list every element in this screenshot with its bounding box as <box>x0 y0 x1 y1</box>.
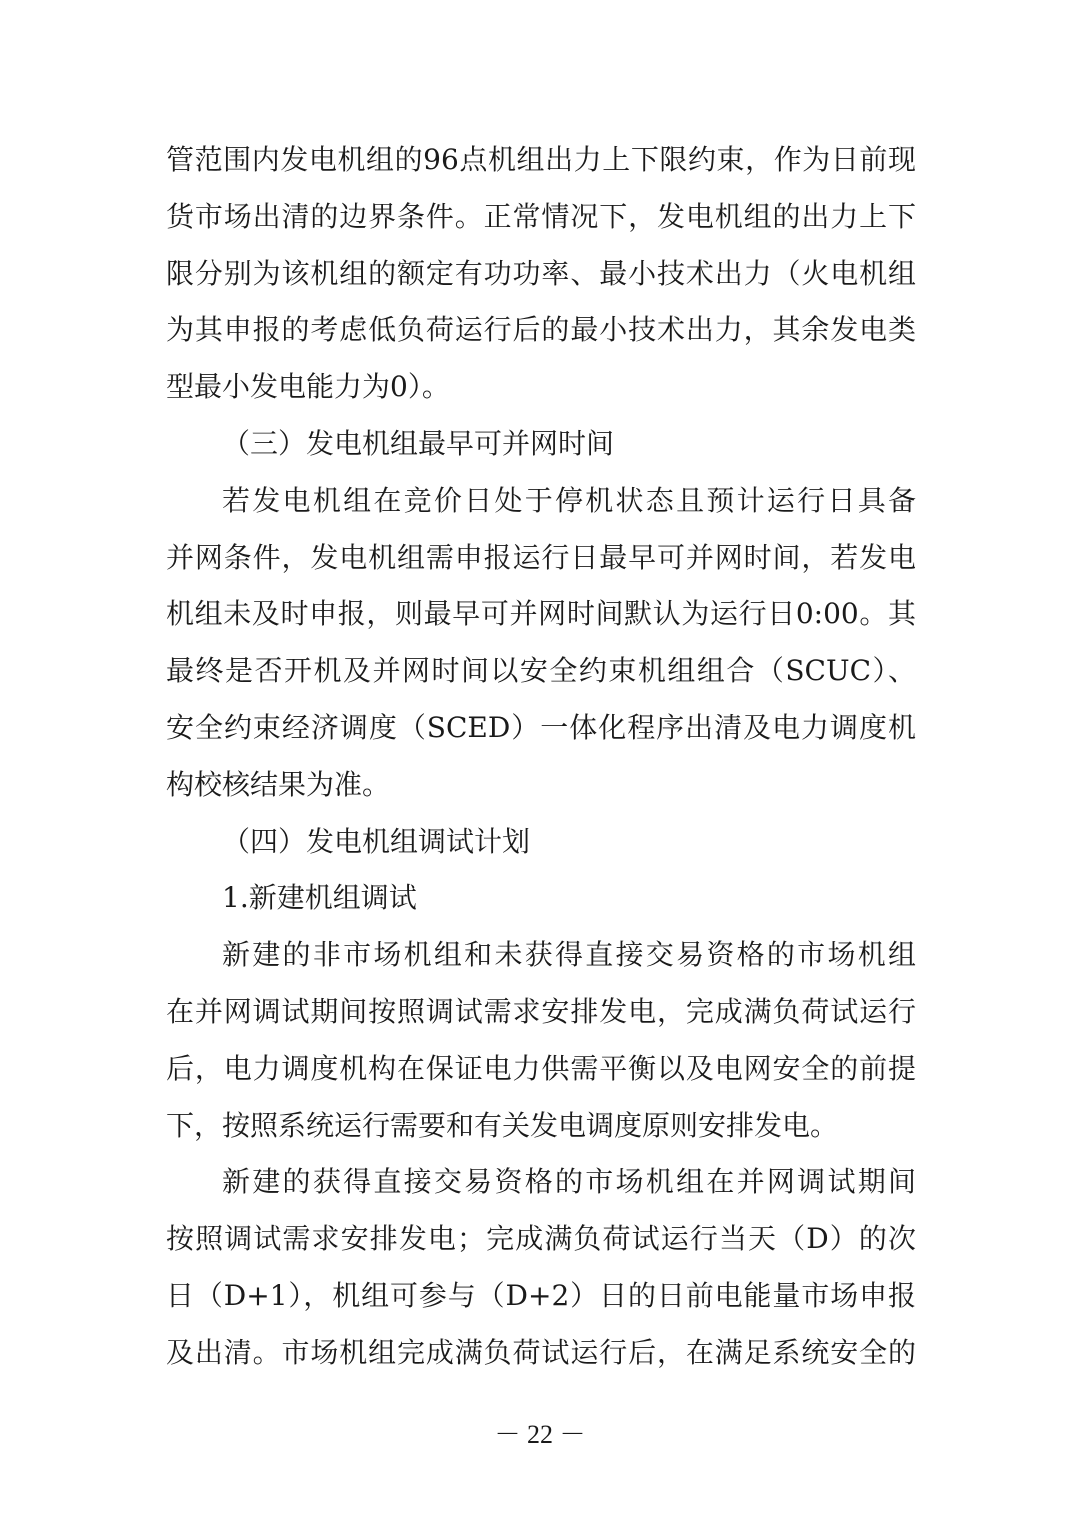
body-text <box>166 132 916 1382</box>
text-line: 按照调试需求安排发电；完成满负荷试运行当天（D）的次 <box>166 1222 916 1256</box>
text-line: 型最小发电能力为0）。 <box>166 370 450 404</box>
text-line: 下，按照系统运行需要和有关发电调度原则安排发电。 <box>166 1108 839 1142</box>
text-line: 货市场出清的边界条件。正常情况下，发电机组的出力上下 <box>166 199 916 233</box>
text-line: 新建的获得直接交易资格的市场机组在并网调试期间 <box>222 1165 916 1199</box>
text-line: 为其申报的考虑低负荷运行后的最小技术出力，其余发电类 <box>166 313 916 347</box>
text-line: 限分别为该机组的额定有功功率、最小技术出力（火电机组 <box>166 256 916 290</box>
text-line: 若发电机组在竞价日处于停机状态且预计运行日具备 <box>222 483 916 517</box>
subsection-heading: 1.新建机组调试 <box>222 881 417 915</box>
text-line: 后，电力调度机构在保证电力供需平衡以及电网安全的前提 <box>166 1051 916 1085</box>
text-line: 日（D+1），机组可参与（D+2）日的日前电能量市场申报 <box>166 1278 916 1312</box>
text-line: 安全约束经济调度（SCED）一体化程序出清及电力调度机 <box>166 710 916 744</box>
page-number: － 22 － <box>494 1420 586 1449</box>
text-line: 及出清。市场机组完成满负荷试运行后，在满足系统安全的 <box>166 1335 916 1369</box>
text-line: 并网条件，发电机组需申报运行日最早可并网时间，若发电 <box>166 540 916 574</box>
text-line: 构校核结果为准。 <box>166 767 391 801</box>
text-line: 机组未及时申报，则最早可并网时间默认为运行日0:00。其 <box>166 597 916 631</box>
section-heading-4: （四）发电机组调试计划 <box>222 824 531 858</box>
section-heading-3: （三）发电机组最早可并网时间 <box>222 426 615 460</box>
text-line: 新建的非市场机组和未获得直接交易资格的市场机组 <box>222 938 916 972</box>
text-line: 最终是否开机及并网时间以安全约束机组组合（SCUC）、 <box>166 654 916 688</box>
text-line: 在并网调试期间按照调试需求安排发电，完成满负荷试运行 <box>166 994 916 1028</box>
text-line: 管范围内发电机组的96点机组出力上下限约束，作为日前现 <box>166 143 916 176</box>
